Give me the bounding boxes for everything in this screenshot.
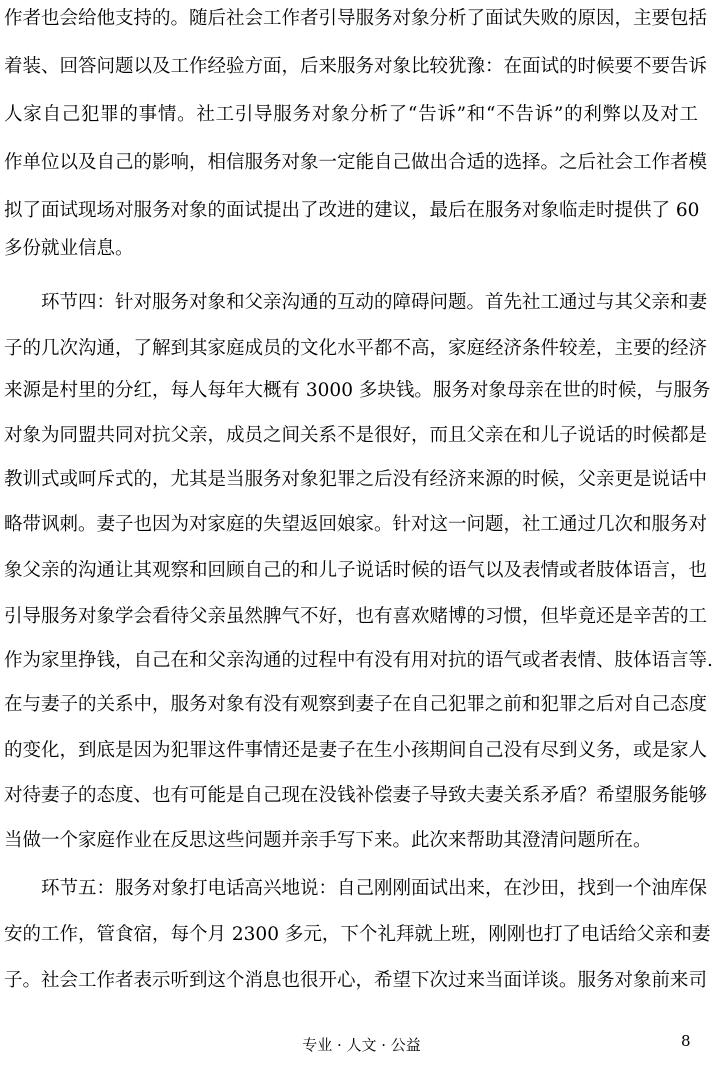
text-line: 教训式或呵斥式的，尤其是当服务对象犯罪之后没有经济来源的时候，父亲更是说话中 bbox=[4, 469, 708, 490]
text-line: 作为家里挣钱，自己在和父亲沟通的过程中有没有用对抗的语气或者表情、肢体语言等. bbox=[4, 650, 713, 671]
text-line: 作单位以及自己的影响，相信服务对象一定能自己做出合适的选择。之后社会工作者模 bbox=[4, 152, 708, 173]
text-line: 略带讽刺。妻子也因为对家庭的失望返回娘家。针对这一问题，社工通过几次和服务对 bbox=[4, 514, 708, 535]
text-line: 安的工作，管食宿，每个月 2300 多元，下个礼拜就上班，刚刚也打了电话给父亲和妻 bbox=[4, 924, 711, 945]
text-line: 象父亲的沟通让其观察和回顾自己的和儿子说话时候的语气以及表情或者肢体语言，也 bbox=[4, 560, 708, 581]
text-line: 当做一个家庭作业在反思这些问题并亲手写下来。此次来帮助其澄清问题所在。 bbox=[4, 830, 652, 851]
text-line: 子的几次沟通，了解到其家庭成员的文化水平都不高，家庭经济条件较差，主要的经济 bbox=[4, 338, 708, 359]
page-number: 8 bbox=[681, 1032, 691, 1050]
text-line: 拟了面试现场对服务对象的面试提出了改进的建议，最后在服务对象临走时提供了 60 bbox=[4, 200, 700, 221]
text-line: 着装、回答问题以及工作经验方面，后来服务对象比较犹豫：在面试的时候要不要告诉 bbox=[4, 56, 708, 77]
text-line: 来源是村里的分红，每人每年大概有 3000 多块钱。服务对象母亲在世的时候，与服务 bbox=[4, 380, 711, 401]
text-line: 引导服务对象学会看待父亲虽然脾气不好，也有喜欢赌博的习惯，但毕竟还是辛苦的工 bbox=[4, 606, 708, 627]
text-line: 对待妻子的态度、也有可能是自己现在没钱补偿妻子导致夫妻关系矛盾？希望服务能够 bbox=[4, 785, 708, 806]
text-line: 子。社会工作者表示听到这个消息也很开心，希望下次过来当面详谈。服务对象前来司 bbox=[4, 970, 708, 991]
text-line: 在与妻子的关系中，服务对象有没有观察到妻子在自己犯罪之前和犯罪之后对自己态度 bbox=[4, 694, 708, 715]
text-line: 作者也会给他支持的。随后社会工作者引导服务对象分析了面试失败的原因，主要包括 bbox=[4, 8, 708, 29]
text-line: 对象为同盟共同对抗父亲，成员之间关系不是很好，而且父亲在和儿子说话的时候都是 bbox=[4, 425, 708, 446]
text-line: 的变化，到底是因为犯罪这件事情还是妻子在生小孩期间自己没有尽到义务，或是家人 bbox=[4, 740, 708, 761]
paragraph-first-line: 环节五：服务对象打电话高兴地说：自己刚刚面试出来，在沙田，找到一个油库保 bbox=[41, 878, 708, 899]
text-line: 多份就业信息。 bbox=[4, 238, 134, 259]
page-footer: 专业 · 人文 · 公益 bbox=[302, 1036, 421, 1054]
text-line: 人家自己犯罪的事情。社工引导服务对象分析了“告诉”和“不告诉”的利弊以及对工 bbox=[4, 104, 698, 125]
paragraph-first-line: 环节四：针对服务对象和父亲沟通的互动的障碍问题。首先社工通过与其父亲和妻 bbox=[41, 292, 708, 313]
